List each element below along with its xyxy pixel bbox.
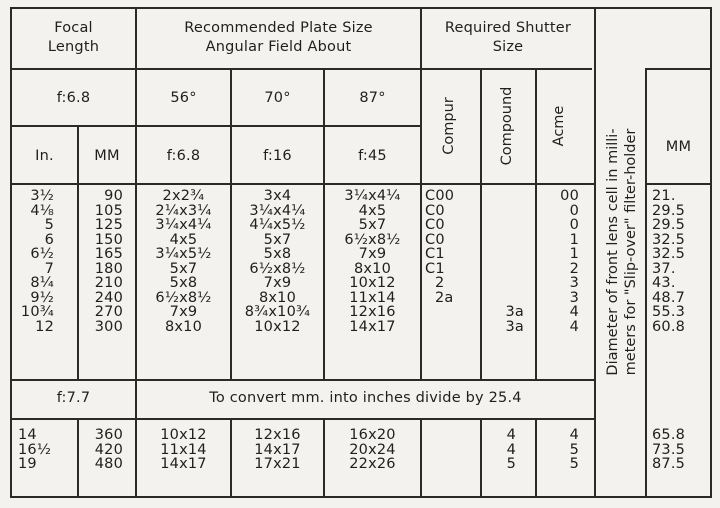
table-cell: 150 bbox=[94, 231, 123, 248]
col-diam-mm bbox=[652, 189, 710, 334]
rule-h-f77-bottom bbox=[10, 418, 594, 420]
table-cell: 10x12 bbox=[349, 275, 396, 291]
table-cell: 21. bbox=[652, 188, 676, 204]
table-cell: 8x10 bbox=[353, 260, 392, 277]
table-cell: 2x2¾ bbox=[162, 188, 205, 204]
header-plate-f45: f:45 bbox=[358, 148, 387, 164]
table-cell: 2¼x3¼ bbox=[155, 202, 212, 219]
table-cell: 14x17 bbox=[160, 456, 207, 472]
table-cell: 9½ bbox=[30, 289, 54, 306]
header-angle-56: 56° bbox=[170, 90, 197, 106]
header-diameter-1: Diameter of front lens cell in milli- bbox=[605, 128, 621, 376]
table-cell: C1 bbox=[425, 246, 445, 262]
table-cell: 125 bbox=[94, 217, 123, 233]
header-angle-70: 70° bbox=[264, 90, 291, 106]
table-cell: 3¼x4¼ bbox=[344, 188, 401, 204]
table-cell: C1 bbox=[425, 260, 445, 277]
table-cell: 17x21 bbox=[254, 456, 301, 472]
table-cell: 14x17 bbox=[254, 441, 301, 458]
table-cell bbox=[425, 320, 480, 335]
table-cell: 210 bbox=[94, 275, 123, 291]
table-cell: 3 bbox=[569, 275, 579, 291]
table-cell: 37. bbox=[652, 260, 676, 277]
table-cell: 0 bbox=[569, 202, 579, 219]
table-cell: 60.8 bbox=[652, 318, 686, 335]
col-compound-f77 bbox=[482, 428, 516, 472]
table-cell: 10¾ bbox=[20, 304, 54, 320]
header-plate-2: Angular Field About bbox=[205, 39, 352, 55]
col-plate-87-f77 bbox=[325, 428, 420, 472]
header-diam-mm: MM bbox=[665, 139, 692, 155]
col-diam-mm-f77 bbox=[652, 428, 710, 472]
table-cell: 105 bbox=[94, 202, 123, 219]
table-cell: 3 bbox=[569, 289, 579, 306]
table-cell bbox=[482, 204, 524, 219]
table-cell: 11x14 bbox=[160, 441, 207, 458]
table-cell: 165 bbox=[94, 246, 123, 262]
table-cell: 16½ bbox=[18, 441, 52, 458]
table-cell: C0 bbox=[425, 231, 445, 248]
rule-h-f77-top bbox=[10, 379, 594, 381]
col-compound bbox=[482, 189, 524, 334]
convert-note: To convert mm. into inches divide by 25.4 bbox=[209, 390, 522, 406]
table-cell: 3x4 bbox=[263, 188, 292, 204]
table-cell: 55.3 bbox=[652, 304, 686, 320]
table-cell: 10x12 bbox=[160, 427, 207, 443]
table-cell: 29.5 bbox=[652, 202, 686, 219]
table-cell: 2 bbox=[569, 260, 579, 277]
table-cell bbox=[425, 305, 480, 320]
table-cell bbox=[482, 189, 524, 204]
table-cell: 16x20 bbox=[349, 427, 396, 443]
table-cell: C0 bbox=[425, 202, 445, 219]
table-cell: 180 bbox=[94, 260, 123, 277]
table-cell: 12x16 bbox=[349, 304, 396, 320]
table-cell: 4¼x5½ bbox=[249, 217, 306, 233]
header-f68: f:6.8 bbox=[56, 90, 91, 106]
table-cell: 90 bbox=[104, 188, 123, 204]
table-cell: 7 bbox=[44, 260, 54, 277]
table-cell: 2a bbox=[435, 289, 454, 306]
table-cell: 4 bbox=[569, 318, 579, 335]
table-cell: 32.5 bbox=[652, 231, 686, 248]
rule-v-diam-mm bbox=[645, 68, 647, 498]
header-in: In. bbox=[35, 148, 54, 164]
table-cell: 4⅛ bbox=[30, 202, 54, 219]
header-acme: Acme bbox=[551, 105, 567, 147]
col-plate-70-f77 bbox=[232, 428, 323, 472]
rule-left bbox=[10, 7, 12, 498]
table-cell bbox=[482, 233, 524, 248]
table-cell: 6½x8½ bbox=[155, 289, 212, 306]
table-cell: 5x7 bbox=[358, 217, 387, 233]
table-cell: 4 bbox=[569, 427, 579, 443]
table-cell: 29.5 bbox=[652, 217, 686, 233]
table-cell: 7x9 bbox=[358, 246, 387, 262]
table-cell: 1 bbox=[569, 246, 579, 262]
table-cell: 5 bbox=[569, 456, 579, 472]
rule-h-shutter-sub bbox=[420, 183, 594, 185]
table-cell: 420 bbox=[94, 441, 123, 458]
table-cell: 3¼x5½ bbox=[155, 246, 212, 262]
table-cell: 10x12 bbox=[254, 318, 301, 335]
rule-v-shutter-low bbox=[420, 418, 422, 498]
table-cell: 300 bbox=[94, 318, 123, 335]
table-cell: 5x7 bbox=[169, 260, 198, 277]
table-cell: 7x9 bbox=[263, 275, 292, 291]
table-cell: 32.5 bbox=[652, 246, 686, 262]
table-cell: 19 bbox=[18, 456, 37, 472]
table-cell: 1 bbox=[569, 231, 579, 248]
table-cell: 65.8 bbox=[652, 427, 686, 443]
header-mm: MM bbox=[94, 148, 120, 164]
header-compur: Compur bbox=[441, 97, 457, 155]
header-compound: Compound bbox=[499, 86, 515, 166]
header-plate-f68: f:6.8 bbox=[166, 148, 201, 164]
table-cell: 0 bbox=[569, 217, 579, 233]
rule-h-header bbox=[10, 68, 592, 70]
table-cell: 14x17 bbox=[349, 318, 396, 335]
header-angle-87: 87° bbox=[359, 90, 386, 106]
rule-top bbox=[10, 7, 712, 9]
table-cell: 7x9 bbox=[169, 304, 198, 320]
col-inches-f77 bbox=[18, 428, 75, 472]
rule-h-diam bbox=[645, 68, 711, 70]
table-cell: 87.5 bbox=[652, 456, 686, 472]
table-cell: 8¾x10¾ bbox=[244, 304, 311, 320]
table-cell: 270 bbox=[94, 304, 123, 320]
header-plate-f16: f:16 bbox=[263, 148, 292, 164]
header-focal-1: Focal bbox=[54, 20, 93, 36]
table-cell bbox=[482, 218, 524, 233]
table-cell: 4 bbox=[506, 441, 516, 458]
table-cell: 8x10 bbox=[258, 289, 297, 306]
table-cell: C0 bbox=[425, 217, 445, 233]
table-cell: 4 bbox=[506, 427, 516, 443]
table-cell: 4 bbox=[569, 304, 579, 320]
table-cell: 11x14 bbox=[349, 289, 396, 306]
header-shutter-1: Required Shutter bbox=[444, 20, 572, 36]
table-cell: 6 bbox=[44, 231, 54, 248]
table-cell bbox=[482, 291, 524, 306]
table-cell: 2 bbox=[435, 275, 445, 291]
table-cell: 5x8 bbox=[263, 246, 292, 262]
table-cell bbox=[482, 276, 524, 291]
table-cell: 20x24 bbox=[349, 441, 396, 458]
col-plate-70 bbox=[232, 189, 323, 334]
table-cell: 4x5 bbox=[169, 231, 198, 248]
rule-h-diam-sub bbox=[645, 183, 711, 185]
col-plate-87 bbox=[325, 189, 420, 334]
table-cell: 3¼x4¼ bbox=[155, 217, 212, 233]
table-cell: 3a bbox=[505, 304, 524, 320]
table-cell bbox=[482, 262, 524, 277]
table-cell: 12 bbox=[35, 318, 54, 335]
table-cell: 8¼ bbox=[30, 275, 54, 291]
table-cell: 48.7 bbox=[652, 289, 686, 306]
table-cell: 4x5 bbox=[358, 202, 387, 219]
table-cell: 22x26 bbox=[349, 456, 396, 472]
header-focal-2: Length bbox=[47, 39, 100, 55]
col-mm bbox=[79, 189, 123, 334]
table-cell: C00 bbox=[425, 188, 455, 204]
table-cell bbox=[482, 247, 524, 262]
col-plate-56 bbox=[137, 189, 230, 334]
table-cell: 240 bbox=[94, 289, 123, 306]
table-cell: 6½ bbox=[30, 246, 54, 262]
col-acme-f77 bbox=[537, 428, 579, 472]
header-plate-1: Recommended Plate Size bbox=[184, 20, 373, 36]
col-acme bbox=[537, 189, 579, 334]
table-cell: 73.5 bbox=[652, 441, 686, 458]
col-inches bbox=[14, 189, 54, 334]
table-cell: 3¼x4¼ bbox=[249, 202, 306, 219]
rule-v-diam bbox=[594, 7, 596, 498]
rule-right bbox=[710, 7, 712, 498]
table-cell: 360 bbox=[94, 427, 123, 443]
header-f77: f:7.7 bbox=[56, 390, 91, 406]
rule-h-subheader bbox=[10, 183, 422, 185]
col-plate-56-f77 bbox=[137, 428, 230, 472]
table-cell: 480 bbox=[94, 456, 123, 472]
table-cell: 43. bbox=[652, 275, 676, 291]
rule-v-shutter bbox=[420, 7, 422, 379]
header-shutter-2: Size bbox=[492, 39, 524, 55]
table-cell: 3a bbox=[505, 318, 524, 335]
col-compur bbox=[425, 189, 480, 334]
header-diameter-2: meters for "Slip-over" filter-holder bbox=[623, 128, 639, 376]
table-cell: 5x8 bbox=[169, 275, 198, 291]
col-mm-f77 bbox=[79, 428, 123, 472]
table-cell: 5 bbox=[569, 441, 579, 458]
table-cell: 6½x8½ bbox=[249, 260, 306, 277]
table-cell: 5 bbox=[44, 217, 54, 233]
table-cell: 5x7 bbox=[263, 231, 292, 248]
table-cell: 12x16 bbox=[254, 427, 301, 443]
table-cell: 8x10 bbox=[164, 318, 203, 335]
table-cell: 14 bbox=[18, 427, 37, 443]
rule-bottom bbox=[10, 496, 712, 498]
table-cell: 5 bbox=[506, 456, 516, 472]
rule-h-angles bbox=[10, 125, 422, 127]
table-cell: 3½ bbox=[30, 188, 54, 204]
table-cell: 6½x8½ bbox=[344, 231, 401, 248]
table-cell: 00 bbox=[560, 188, 579, 204]
